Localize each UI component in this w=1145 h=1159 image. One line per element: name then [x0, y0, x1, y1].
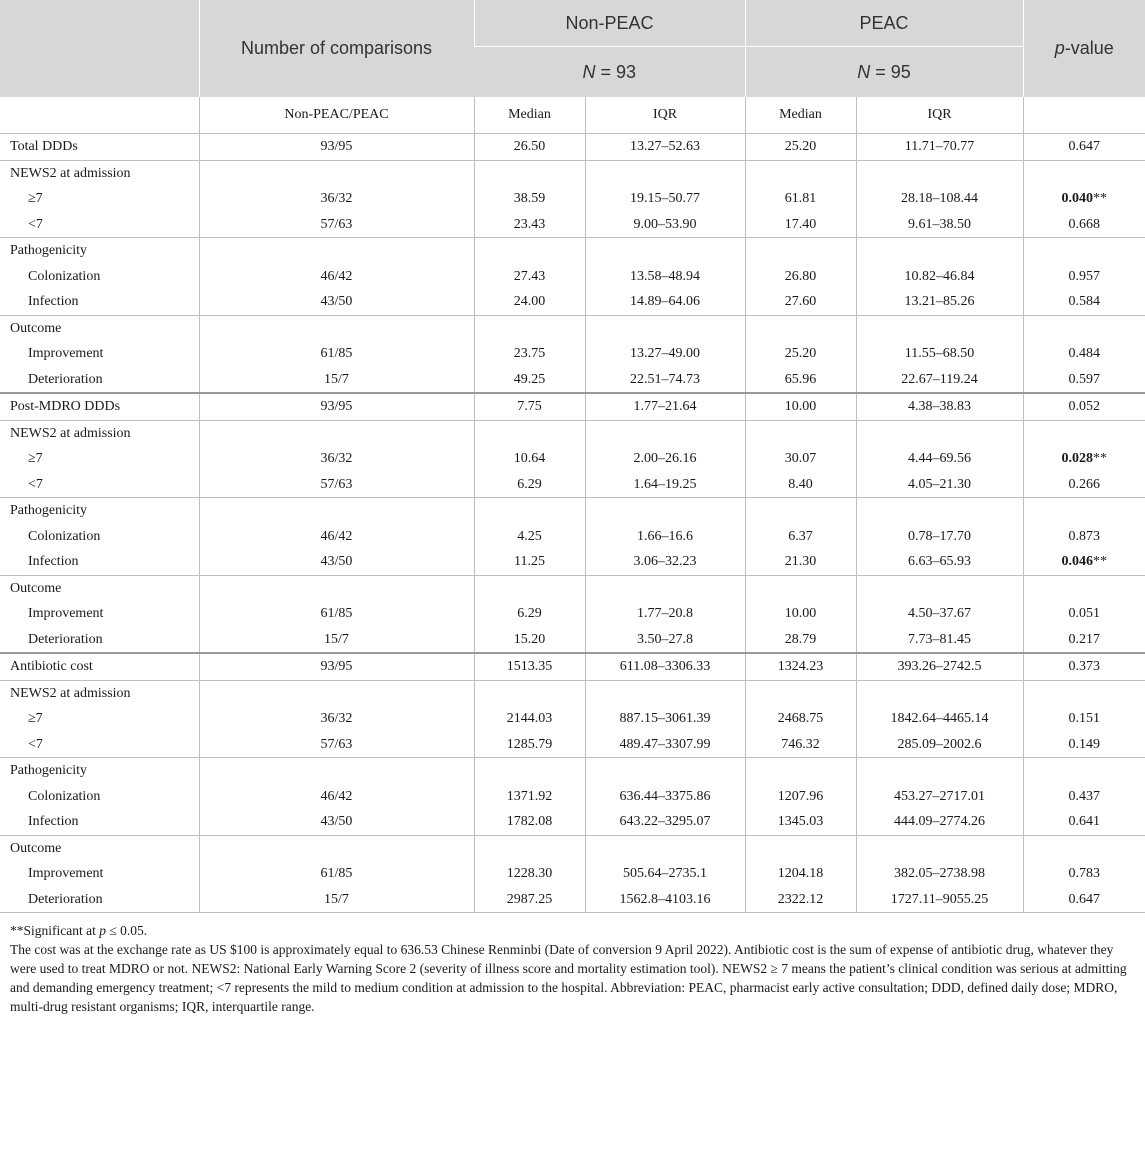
- peac-median-cell-value: 27.60: [784, 294, 817, 309]
- comparisons-cell-value: 93/95: [320, 399, 353, 414]
- table-row: [0, 160, 1145, 238]
- group-title: Outcome: [10, 320, 62, 336]
- table-row: [0, 420, 1145, 498]
- non-peac-iqr-cell-value: 3.06–32.23: [633, 554, 697, 569]
- table-row: [0, 238, 1145, 316]
- comparisons-cell-value: 43/50: [320, 554, 353, 569]
- peac-median-cell-value: 25.20: [784, 346, 817, 361]
- row-label-value: Antibiotic cost: [10, 659, 93, 674]
- peac-iqr-cell-value: 1842.64–4465.14: [890, 711, 989, 726]
- peac-n-value: = 95: [870, 61, 911, 82]
- peac-iqr-cell: [856, 653, 1023, 680]
- p-value-cell-value: 0.783: [1068, 866, 1100, 881]
- p-value-cell-value: 0.647: [1068, 139, 1100, 154]
- non-peac-median-cell: [474, 134, 585, 161]
- row-label: [0, 653, 199, 680]
- table-row: [0, 393, 1145, 420]
- peac-median-cell: [745, 758, 856, 836]
- table-row: [0, 315, 1145, 393]
- comparisons-cell-value: 61/85: [320, 866, 353, 881]
- non-peac-iqr-cell-value: 1.77–20.8: [637, 606, 693, 621]
- p-value-cell-value: 0.149: [1068, 736, 1100, 752]
- peac-iqr-cell: [856, 575, 1023, 653]
- row-label-value: Infection: [28, 814, 79, 829]
- p-value-cell: [1023, 393, 1145, 420]
- peac-iqr-cell-value: 393.26–2742.5: [897, 659, 982, 674]
- row-label-value: Infection: [28, 554, 79, 569]
- peac-iqr-cell-value: 22.67–119.24: [901, 371, 978, 387]
- non-peac-median-cell: [474, 835, 585, 913]
- peac-iqr-cell-value: 0.78–17.70: [908, 528, 971, 544]
- peac-iqr-cell-value: 13.21–85.26: [904, 294, 975, 309]
- non-peac-median-cell-value: 11.25: [514, 554, 545, 569]
- p-value-cell-value: 0.484: [1068, 346, 1100, 361]
- non-peac-iqr-cell-value: 1.66–16.6: [637, 528, 693, 544]
- peac-iqr-cell: [856, 160, 1023, 238]
- comparisons-cell-value: 36/32: [320, 191, 353, 206]
- row-label-value: Improvement: [28, 346, 104, 361]
- comparisons-cell: [199, 315, 474, 393]
- p-value-significant: 0.028**: [1061, 451, 1107, 466]
- table-row: [0, 758, 1145, 836]
- table-row: [0, 498, 1145, 576]
- non-peac-median-cell-value: 10.64: [513, 451, 546, 466]
- non-peac-median-cell-value: 1513.35: [506, 659, 553, 674]
- row-label-value: <7: [28, 216, 43, 232]
- peac-median-cell-value: 10.00: [784, 399, 817, 414]
- peac-median-cell: [745, 393, 856, 420]
- p-value-cell: [1023, 653, 1145, 680]
- row-label-value: Colonization: [28, 528, 101, 544]
- non-peac-iqr-cell: [585, 238, 745, 316]
- row-label-value: ≥7: [28, 191, 43, 206]
- peac-median-cell: [745, 315, 856, 393]
- non-peac-iqr-cell: [585, 680, 745, 758]
- p-suffix: -value: [1064, 38, 1114, 58]
- row-label: [0, 315, 199, 393]
- non-peac-median-cell-value: 1782.08: [506, 814, 553, 829]
- header-non-peac: Non-PEAC: [474, 0, 745, 47]
- row-label-value: <7: [28, 736, 43, 752]
- row-label: [0, 835, 199, 913]
- peac-iqr-cell: [856, 420, 1023, 498]
- non-peac-median-cell-value: 23.43: [513, 216, 546, 232]
- peac-median-cell-value: 1345.03: [777, 814, 824, 829]
- non-peac-iqr-cell: [585, 393, 745, 420]
- comparisons-cell-value: 43/50: [320, 294, 353, 309]
- peac-median-cell-value: 61.81: [784, 191, 817, 206]
- peac-median-cell: [745, 835, 856, 913]
- table-row: [0, 653, 1145, 680]
- comparisons-cell: [199, 680, 474, 758]
- non-peac-median-cell-value: 6.29: [517, 476, 542, 492]
- peac-iqr-cell-value: 444.09–2774.26: [894, 814, 985, 829]
- p-value-cell-value: 0.641: [1068, 814, 1100, 829]
- non-peac-median-cell-value: 27.43: [513, 268, 546, 284]
- p-value-cell-value: 0.597: [1068, 371, 1100, 387]
- non-peac-median-cell: [474, 160, 585, 238]
- row-label-value: Improvement: [28, 606, 104, 621]
- p-value-cell: [1023, 758, 1145, 836]
- row-label: [0, 134, 199, 161]
- non-peac-iqr-cell-value: 9.00–53.90: [633, 216, 697, 232]
- comparisons-cell: [199, 238, 474, 316]
- non-peac-median-cell: [474, 420, 585, 498]
- non-peac-iqr-cell-value: 13.27–52.63: [630, 139, 700, 154]
- non-peac-median-cell-value: 26.50: [513, 139, 546, 154]
- non-peac-median-cell: [474, 498, 585, 576]
- non-peac-median-cell-value: 7.75: [517, 399, 542, 414]
- peac-n: [745, 47, 1023, 98]
- non-peac-n-letter: N: [582, 61, 596, 82]
- comparisons-cell-value: 36/32: [320, 711, 353, 726]
- comparisons-cell-value: 57/63: [320, 216, 353, 232]
- non-peac-n-value: = 93: [595, 61, 637, 82]
- table-row: [0, 575, 1145, 653]
- peac-median-cell: [745, 575, 856, 653]
- non-peac-n: [474, 47, 745, 98]
- p-value-significant: 0.040**: [1061, 191, 1107, 206]
- peac-iqr-cell-value: 4.44–69.56: [908, 451, 971, 466]
- non-peac-iqr-cell-value: 489.47–3307.99: [619, 736, 711, 752]
- group-title: Pathogenicity: [10, 763, 87, 778]
- non-peac-iqr-cell-value: 14.89–64.06: [630, 294, 700, 309]
- non-peac-iqr-cell: [585, 160, 745, 238]
- comparisons-cell-value: 43/50: [320, 814, 353, 829]
- non-peac-median-cell: [474, 393, 585, 420]
- header-peac: PEAC: [745, 0, 1023, 47]
- p-value-cell-value: 0.437: [1068, 788, 1100, 804]
- row-label-value: ≥7: [28, 711, 43, 726]
- table-row: [0, 835, 1145, 913]
- peac-median-cell-value: 1204.18: [777, 866, 824, 881]
- non-peac-iqr-cell: [585, 134, 745, 161]
- subheader-peac-median: Median: [745, 97, 856, 134]
- group-title: NEWS2 at admission: [10, 425, 131, 441]
- comparisons-cell-value: 93/95: [320, 139, 353, 154]
- peac-median-cell-value: 2322.12: [777, 891, 824, 907]
- p-value-significant: 0.046**: [1061, 554, 1107, 569]
- p-value-cell-value: 0.051: [1068, 606, 1100, 621]
- subheader-non-peac-median: Median: [474, 97, 585, 134]
- peac-median-cell-value: 6.37: [788, 528, 813, 544]
- peac-iqr-cell-value: 4.50–37.67: [908, 606, 971, 621]
- p-value-cell: [1023, 315, 1145, 393]
- peac-iqr-cell: [856, 758, 1023, 836]
- non-peac-iqr-cell-value: 13.27–49.00: [630, 346, 700, 361]
- peac-iqr-cell-value: 4.38–38.83: [908, 399, 971, 414]
- peac-iqr-cell: [856, 134, 1023, 161]
- non-peac-median-cell: [474, 238, 585, 316]
- non-peac-iqr-cell: [585, 575, 745, 653]
- peac-iqr-cell-value: 382.05–2738.98: [894, 866, 985, 881]
- peac-iqr-cell: [856, 238, 1023, 316]
- table-footnotes: [0, 913, 1145, 1016]
- non-peac-iqr-cell-value: 643.22–3295.07: [619, 814, 711, 829]
- peac-iqr-cell: [856, 835, 1023, 913]
- non-peac-iqr-cell: [585, 653, 745, 680]
- subheader-non-peac-iqr: IQR: [585, 97, 745, 134]
- peac-median-cell-value: 30.07: [784, 451, 817, 466]
- non-peac-median-cell-value: 1371.92: [506, 788, 553, 804]
- group-title: Outcome: [10, 580, 62, 596]
- p-value-cell-value: 0.052: [1068, 399, 1100, 414]
- p-value-cell: [1023, 835, 1145, 913]
- comparisons-cell-value: 61/85: [320, 346, 353, 361]
- peac-iqr-cell-value: 10.82–46.84: [904, 268, 975, 284]
- peac-median-cell-value: 746.32: [781, 736, 820, 752]
- header-p-value: [1023, 0, 1145, 97]
- header-blank: [0, 0, 199, 97]
- non-peac-iqr-cell-value: 611.08–3306.33: [619, 659, 711, 674]
- row-label: [0, 420, 199, 498]
- comparisons-cell: [199, 393, 474, 420]
- subheader-p: [1023, 97, 1145, 134]
- peac-median-cell-value: 1324.23: [777, 659, 824, 674]
- peac-median-cell-value: 10.00: [784, 606, 817, 621]
- row-label-value: Improvement: [28, 866, 104, 881]
- non-peac-iqr-cell-value: 1.77–21.64: [633, 399, 697, 414]
- peac-median-cell-value: 21.30: [784, 554, 817, 569]
- row-label-value: Total DDDs: [10, 139, 78, 154]
- peac-iqr-cell-value: 285.09–2002.6: [897, 736, 982, 752]
- row-label: [0, 575, 199, 653]
- comparisons-cell-value: 15/7: [324, 891, 349, 907]
- row-label-value: <7: [28, 476, 43, 492]
- row-label-value: Deterioration: [28, 371, 103, 387]
- peac-iqr-cell-value: 9.61–38.50: [908, 216, 971, 232]
- non-peac-iqr-cell: [585, 758, 745, 836]
- non-peac-median-cell-value: 6.29: [517, 606, 542, 621]
- comparisons-cell-value: 93/95: [320, 659, 353, 674]
- row-label: [0, 498, 199, 576]
- comparisons-cell: [199, 160, 474, 238]
- row-label: [0, 680, 199, 758]
- p-value-cell: [1023, 134, 1145, 161]
- peac-iqr-cell: [856, 680, 1023, 758]
- peac-iqr-cell-value: 453.27–2717.01: [894, 788, 985, 804]
- non-peac-iqr-cell-value: 19.15–50.77: [630, 191, 700, 206]
- non-peac-median-cell-value: 2144.03: [506, 711, 553, 726]
- group-title: Pathogenicity: [10, 503, 87, 518]
- peac-median-cell: [745, 498, 856, 576]
- peac-iqr-cell-value: 4.05–21.30: [908, 476, 971, 492]
- non-peac-iqr-cell: [585, 420, 745, 498]
- comparisons-cell-value: 36/32: [320, 451, 353, 466]
- comparisons-cell-value: 15/7: [324, 631, 349, 647]
- group-title: NEWS2 at admission: [10, 685, 131, 701]
- non-peac-median-cell: [474, 680, 585, 758]
- non-peac-median-cell-value: 24.00: [513, 294, 546, 309]
- comparisons-cell: [199, 420, 474, 498]
- comparisons-cell-value: 15/7: [324, 371, 349, 387]
- footnote-note: The cost was at the exchange rate as US $100 is approximately equal to 636.53 Chinese Renminbi (Date of conversion 9 April 2022). Antibiotic cost is the sum of expense of antibiotic drug, whatever they were used to treat MDRO or not. NEWS2: National Early Warning Score 2 (severity of illness score and mortality estimation tool). NEWS2 ≥ 7 means the patient’s clinical condition was serious at admitting and demanding emergency treatment; <7 represents the mild to medium condition at admission to the hospital. Abbreviation: PEAC, pharmacist early active consultation; DDD, defined daily dose; MDRO, multi-drug resistant organisms; IQR, interquartile range.: [10, 942, 1127, 1014]
- comparisons-cell-value: 46/42: [320, 268, 353, 284]
- p-value-cell-value: 0.373: [1068, 659, 1100, 674]
- subheader-blank: [0, 97, 199, 134]
- peac-iqr-cell-value: 11.71–70.77: [904, 139, 975, 154]
- row-label: [0, 160, 199, 238]
- comparisons-cell: [199, 134, 474, 161]
- row-label-value: Deterioration: [28, 631, 103, 647]
- peac-median-cell: [745, 420, 856, 498]
- peac-median-cell-value: 25.20: [784, 139, 817, 154]
- non-peac-iqr-cell-value: 1.64–19.25: [633, 476, 697, 492]
- footnote-significance: **Significant at p ≤ 0.05.: [10, 923, 148, 938]
- p-value-cell-value: 0.668: [1068, 216, 1100, 232]
- group-title: NEWS2 at admission: [10, 165, 131, 181]
- subheader-peac-iqr: IQR: [856, 97, 1023, 134]
- row-label-value: Deterioration: [28, 891, 103, 907]
- subheader-row: [0, 97, 1145, 134]
- non-peac-iqr-cell-value: 13.58–48.94: [630, 268, 700, 284]
- group-title: Outcome: [10, 840, 62, 856]
- non-peac-iqr-cell-value: 3.50–27.8: [637, 631, 693, 647]
- row-label-value: Colonization: [28, 268, 101, 284]
- comparisons-cell: [199, 653, 474, 680]
- non-peac-iqr-cell-value: 887.15–3061.39: [619, 711, 711, 726]
- peac-median-cell-value: 17.40: [784, 216, 817, 232]
- peac-iqr-cell: [856, 315, 1023, 393]
- row-label: [0, 758, 199, 836]
- non-peac-iqr-cell-value: 505.64–2735.1: [623, 866, 707, 881]
- non-peac-median-cell-value: 1228.30: [506, 866, 553, 881]
- p-value-cell: [1023, 160, 1145, 238]
- non-peac-iqr-cell-value: 2.00–26.16: [633, 451, 697, 466]
- non-peac-median-cell-value: 38.59: [513, 191, 546, 206]
- comparisons-cell: [199, 835, 474, 913]
- peac-iqr-cell-value: 7.73–81.45: [908, 631, 971, 647]
- table-row: [0, 134, 1145, 161]
- peac-iqr-cell: [856, 498, 1023, 576]
- p-italic: p: [1054, 38, 1065, 58]
- non-peac-iqr-cell: [585, 835, 745, 913]
- non-peac-median-cell: [474, 758, 585, 836]
- peac-median-cell: [745, 160, 856, 238]
- peac-n-letter: N: [857, 61, 871, 82]
- comparisons-cell: [199, 575, 474, 653]
- header-number-of-comparisons: Number of comparisons: [199, 0, 474, 97]
- group-title: Pathogenicity: [10, 243, 87, 258]
- peac-median-cell: [745, 680, 856, 758]
- peac-iqr-cell: [856, 393, 1023, 420]
- p-value-cell-value: 0.957: [1068, 268, 1100, 284]
- non-peac-median-cell: [474, 575, 585, 653]
- p-value-cell: [1023, 575, 1145, 653]
- comparisons-cell-value: 46/42: [320, 788, 353, 804]
- p-value-cell: [1023, 238, 1145, 316]
- p-value-cell-value: 0.873: [1068, 528, 1100, 544]
- peac-median-cell-value: 26.80: [784, 268, 817, 284]
- peac-median-cell-value: 2468.75: [777, 711, 824, 726]
- peac-median-cell-value: 1207.96: [777, 788, 824, 804]
- non-peac-iqr-cell-value: 22.51–74.73: [630, 371, 700, 387]
- peac-median-cell-value: 65.96: [784, 371, 817, 387]
- p-value-cell-value: 0.151: [1068, 711, 1100, 726]
- non-peac-median-cell: [474, 653, 585, 680]
- non-peac-iqr-cell-value: 1562.8–4103.16: [619, 891, 711, 907]
- p-value-cell-value: 0.217: [1068, 631, 1100, 647]
- peac-median-cell: [745, 238, 856, 316]
- p-value-cell: [1023, 498, 1145, 576]
- comparisons-cell-value: 61/85: [320, 606, 353, 621]
- p-value-cell-value: 0.266: [1068, 476, 1100, 492]
- p-value-cell: [1023, 680, 1145, 758]
- comparisons-cell-value: 57/63: [320, 736, 353, 752]
- non-peac-median-cell-value: 1285.79: [506, 736, 553, 752]
- non-peac-median-cell: [474, 315, 585, 393]
- p-value-cell: [1023, 420, 1145, 498]
- peac-median-cell-value: 8.40: [788, 476, 813, 492]
- comparisons-cell-value: 46/42: [320, 528, 353, 544]
- non-peac-iqr-cell-value: 636.44–3375.86: [619, 788, 711, 804]
- non-peac-iqr-cell: [585, 498, 745, 576]
- peac-iqr-cell-value: 6.63–65.93: [908, 554, 971, 569]
- row-label-value: Infection: [28, 294, 79, 309]
- row-label-value: Post-MDRO DDDs: [10, 399, 121, 414]
- non-peac-median-cell-value: 23.75: [513, 346, 546, 361]
- row-label: [0, 238, 199, 316]
- row-label-value: Colonization: [28, 788, 101, 804]
- peac-median-cell: [745, 653, 856, 680]
- non-peac-median-cell-value: 15.20: [513, 631, 546, 647]
- row-label-value: ≥7: [28, 451, 43, 466]
- row-label: [0, 393, 199, 420]
- non-peac-median-cell-value: 49.25: [513, 371, 546, 387]
- header-row: [0, 0, 1145, 47]
- table-row: [0, 680, 1145, 758]
- comparisons-cell: [199, 758, 474, 836]
- peac-iqr-cell-value: 28.18–108.44: [901, 191, 978, 206]
- peac-median-cell: [745, 134, 856, 161]
- non-peac-median-cell-value: 4.25: [517, 528, 542, 544]
- subheader-comparisons: Non-PEAC/PEAC: [199, 97, 474, 134]
- comparisons-cell-value: 57/63: [320, 476, 353, 492]
- peac-iqr-cell-value: 11.55–68.50: [904, 346, 975, 361]
- non-peac-median-cell-value: 2987.25: [506, 891, 553, 907]
- peac-iqr-cell-value: 1727.11–9055.25: [890, 891, 989, 907]
- peac-median-cell-value: 28.79: [784, 631, 817, 647]
- p-value-cell-value: 0.647: [1068, 891, 1100, 907]
- non-peac-iqr-cell: [585, 315, 745, 393]
- comparisons-cell: [199, 498, 474, 576]
- p-value-cell-value: 0.584: [1068, 294, 1100, 309]
